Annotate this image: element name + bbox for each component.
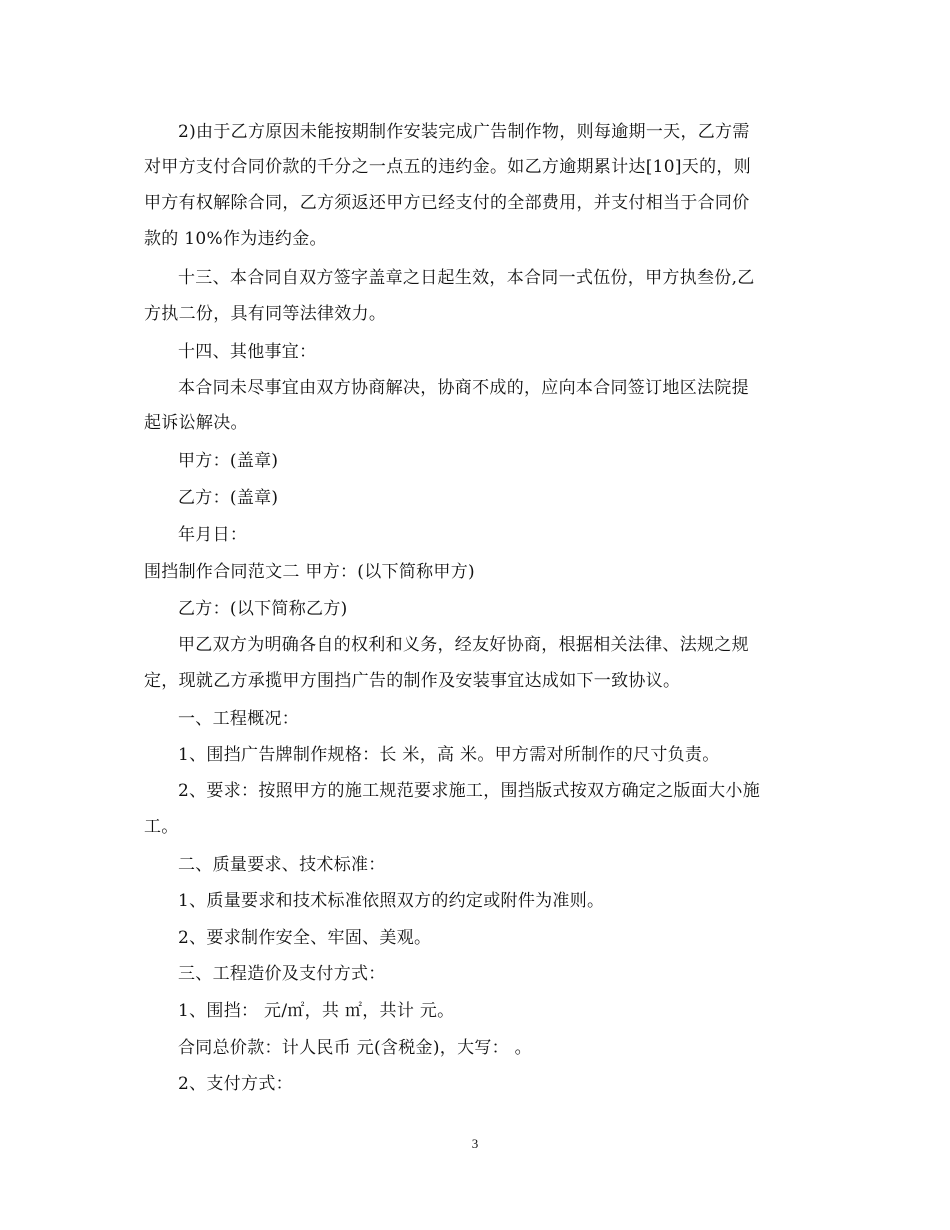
paragraph-line: 对甲方支付合同价款的千分之一点五的违约金。如乙方逾期累计达[10]天的，则	[144, 157, 751, 177]
paragraph-line: 甲乙双方为明确各自的权利和义务，经友好协商，根据相关法律、法规之规	[178, 635, 749, 655]
paragraph-line: 起诉讼解决。	[144, 413, 248, 433]
paragraph-line: 款的 10%作为违约金。	[144, 229, 327, 249]
section-heading: 三、工程造价及支付方式：	[178, 964, 386, 984]
contract-title-line: 围挡制作合同范文二 甲方：(以下简称甲方)	[144, 562, 475, 582]
list-item: 2、要求制作安全、牢固、美观。	[178, 928, 432, 948]
signature-line-party-a: 甲方：(盖章)	[178, 451, 279, 471]
section-heading: 十四、其他事宜：	[178, 342, 317, 362]
paragraph-line: 方执二份，具有同等法律效力。	[144, 304, 387, 324]
paragraph-line: 本合同未尽事宜由双方协商解决，协商不成的，应向本合同签订地区法院提	[178, 378, 749, 398]
paragraph-line: 2)由于乙方原因未能按期制作安装完成广告制作物，则每逾期一天，乙方需	[178, 122, 750, 142]
paragraph-line: 甲方有权解除合同，乙方须返还甲方已经支付的全部费用，并支付相当于合同价	[144, 193, 750, 213]
list-item: 1、围挡： 元/㎡，共 ㎡，共计 元。	[178, 1001, 455, 1021]
list-item-continuation: 工。	[144, 817, 179, 837]
section-heading: 二、质量要求、技术标准：	[178, 855, 386, 875]
list-item: 1、质量要求和技术标准依照双方的约定或附件为准则。	[178, 891, 605, 911]
list-item: 1、围挡广告牌制作规格：长 米，高 米。甲方需对所制作的尺寸负责。	[178, 745, 720, 765]
page-number: 3	[471, 1136, 479, 1151]
list-item: 2、支付方式：	[178, 1074, 293, 1094]
party-b-line: 乙方：(以下简称乙方)	[178, 599, 348, 619]
date-line: 年月日：	[178, 525, 248, 545]
section-heading: 一、工程概况：	[178, 709, 300, 729]
list-item: 2、要求：按照甲方的施工规范要求施工，围挡版式按双方确定之版面大小施	[178, 781, 761, 801]
signature-line-party-b: 乙方：(盖章)	[178, 488, 279, 508]
paragraph-line: 合同总价款：计人民币 元(含税金)，大写： 。	[178, 1038, 532, 1058]
paragraph-line: 定，现就乙方承揽甲方围挡广告的制作及安装事宜达成如下一致协议。	[144, 671, 681, 691]
paragraph-line: 十三、本合同自双方签字盖章之日起生效，本合同一式伍份，甲方执叁份,乙	[178, 268, 755, 288]
